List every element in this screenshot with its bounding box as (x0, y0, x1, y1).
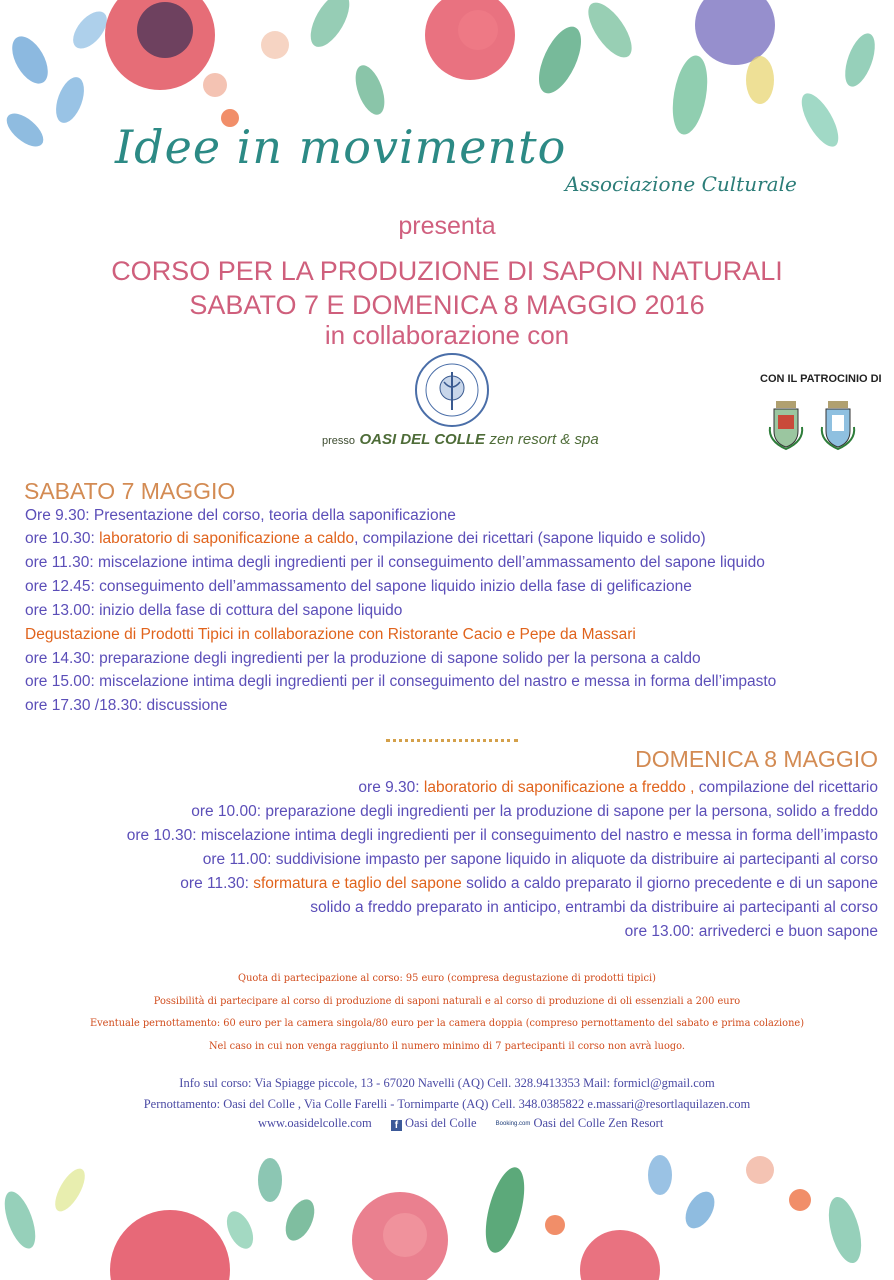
saturday-line: ore 15.00: miscelazione intima degli ingredienti per il conseguimento del nastro e messa in forma dell’impasto (25, 673, 777, 690)
course-title-line-1: CORSO PER LA PRODUZIONE DI SAPONI NATURALI (111, 256, 783, 286)
organization-name: Idee in movimento (115, 120, 567, 174)
facebook-link[interactable]: Oasi del Colle (405, 1116, 477, 1130)
sunday-line: ore 10.30: miscelazione intima degli ingredienti per il conseguimento del nastro e messa in forma dell’impasto (126, 827, 878, 844)
presenta-text: presenta (398, 212, 496, 240)
sunday-line: solido a freddo preparato in anticipo, entrambi da distribuire ai partecipanti al corso (310, 899, 878, 916)
combo-note: Possibilità di partecipare al corso di produzione di saponi naturali e al corso di produzione di oli essenziali a 200 euro (153, 996, 741, 1007)
saturday-line: ore 13.00: inizio della fase di cottura del sapone liquido (25, 602, 403, 619)
organization-subtitle: Associazione Culturale (565, 172, 797, 196)
patronage-label: CON IL PATROCINIO DI (760, 373, 882, 385)
sunday-heading: DOMENICA 8 MAGGIO (635, 746, 878, 772)
sunday-line: ore 11.00: suddivisione impasto per sapone liquido in aliquote da distribuire ai partecipanti al corso (202, 851, 878, 868)
contact-links (258, 1116, 663, 1131)
saturday-line: ore 12.45: conseguimento dell’ammassamento del sapone liquido inizio della fase di gelificazione (25, 578, 692, 595)
course-title-line-2: SABATO 7 E DOMENICA 8 MAGGIO 2016 (189, 290, 705, 320)
floral-bottom-decoration (0, 1130, 894, 1280)
tasting-announcement: Degustazione di Prodotti Tipici in collaborazione con Ristorante Cacio e Pepe da Massari (25, 626, 636, 643)
price-note: Quota di partecipazione al corso: 95 euro (compresa degustazione di prodotti tipici) (238, 973, 656, 984)
sunday-line: ore 11.30: sformatura e taglio del sapone solido a caldo preparato il giorno precedente e di un sapone (180, 875, 878, 892)
booking-link[interactable]: Oasi del Colle Zen Resort (533, 1116, 664, 1130)
sunday-line: ore 9.30: laboratorio di saponificazione a freddo , compilazione del ricettario (358, 779, 878, 796)
highlight-text: laboratorio di saponificazione a freddo , (423, 779, 695, 796)
saturday-line: ore 10.30: laboratorio di saponificazione a caldo, compilazione dei ricettari (sapone liquido e solido) (25, 530, 706, 547)
course-title (0, 254, 894, 322)
municipality-crest-icon (818, 397, 858, 455)
collaboration-text: in collaborazione con (324, 320, 570, 350)
saturday-heading: SABATO 7 MAGGIO (24, 478, 236, 504)
saturday-line: ore 17.30 /18.30: discussione (25, 697, 228, 714)
minimum-participants-note: Nel caso in cui non venga raggiunto il numero minimo di 7 partecipanti il corso non avrà luogo. (208, 1041, 685, 1052)
venue-presso: presso (322, 435, 356, 447)
lodging-contact-info: Pernottamento: Oasi del Colle , Via Colle Farelli - Tornimparte (AQ) Cell. 348.0385822 e.massari@resortlaquilazen.com (143, 1097, 751, 1111)
booking-icon: Booking.com (495, 1121, 531, 1127)
facebook-icon: f (391, 1120, 402, 1131)
municipality-crest-icon (766, 397, 806, 455)
venue (322, 431, 599, 449)
university-logo (414, 352, 490, 428)
lodging-note: Eventuale pernottamento: 60 euro per la camera singola/80 euro per la camera doppia (compreso pernottamento del sabato e prima colazione) (89, 1018, 805, 1029)
highlight-text: sformatura e taglio del sapone (253, 875, 462, 892)
venue-description: zen resort & spa (489, 431, 599, 448)
saturday-line: ore 14.30: preparazione degli ingredienti per la produzione di sapone solido per la persona a caldo (25, 650, 701, 667)
highlight-text: laboratorio di saponificazione a caldo (99, 530, 355, 547)
website-link[interactable]: www.oasidelcolle.com (258, 1116, 372, 1130)
sunday-line: ore 10.00: preparazione degli ingredienti per la produzione di sapone per la persona, solido a freddo (191, 803, 878, 820)
saturday-line: Ore 9.30: Presentazione del corso, teoria della saponificazione (25, 507, 456, 524)
venue-name: OASI DEL COLLE (359, 431, 486, 448)
dotted-divider (386, 739, 518, 745)
course-contact-info: Info sul corso: Via Spiagge piccole, 13 - 67020 Navelli (AQ) Cell. 328.9413353 Mail: formicl@gmail.com (179, 1076, 715, 1090)
saturday-line: ore 11.30: miscelazione intima degli ingredienti per il conseguimento dell’ammassamento del sapone liquido (25, 554, 765, 571)
sunday-line: ore 13.00: arrivederci e buon sapone (624, 923, 878, 940)
